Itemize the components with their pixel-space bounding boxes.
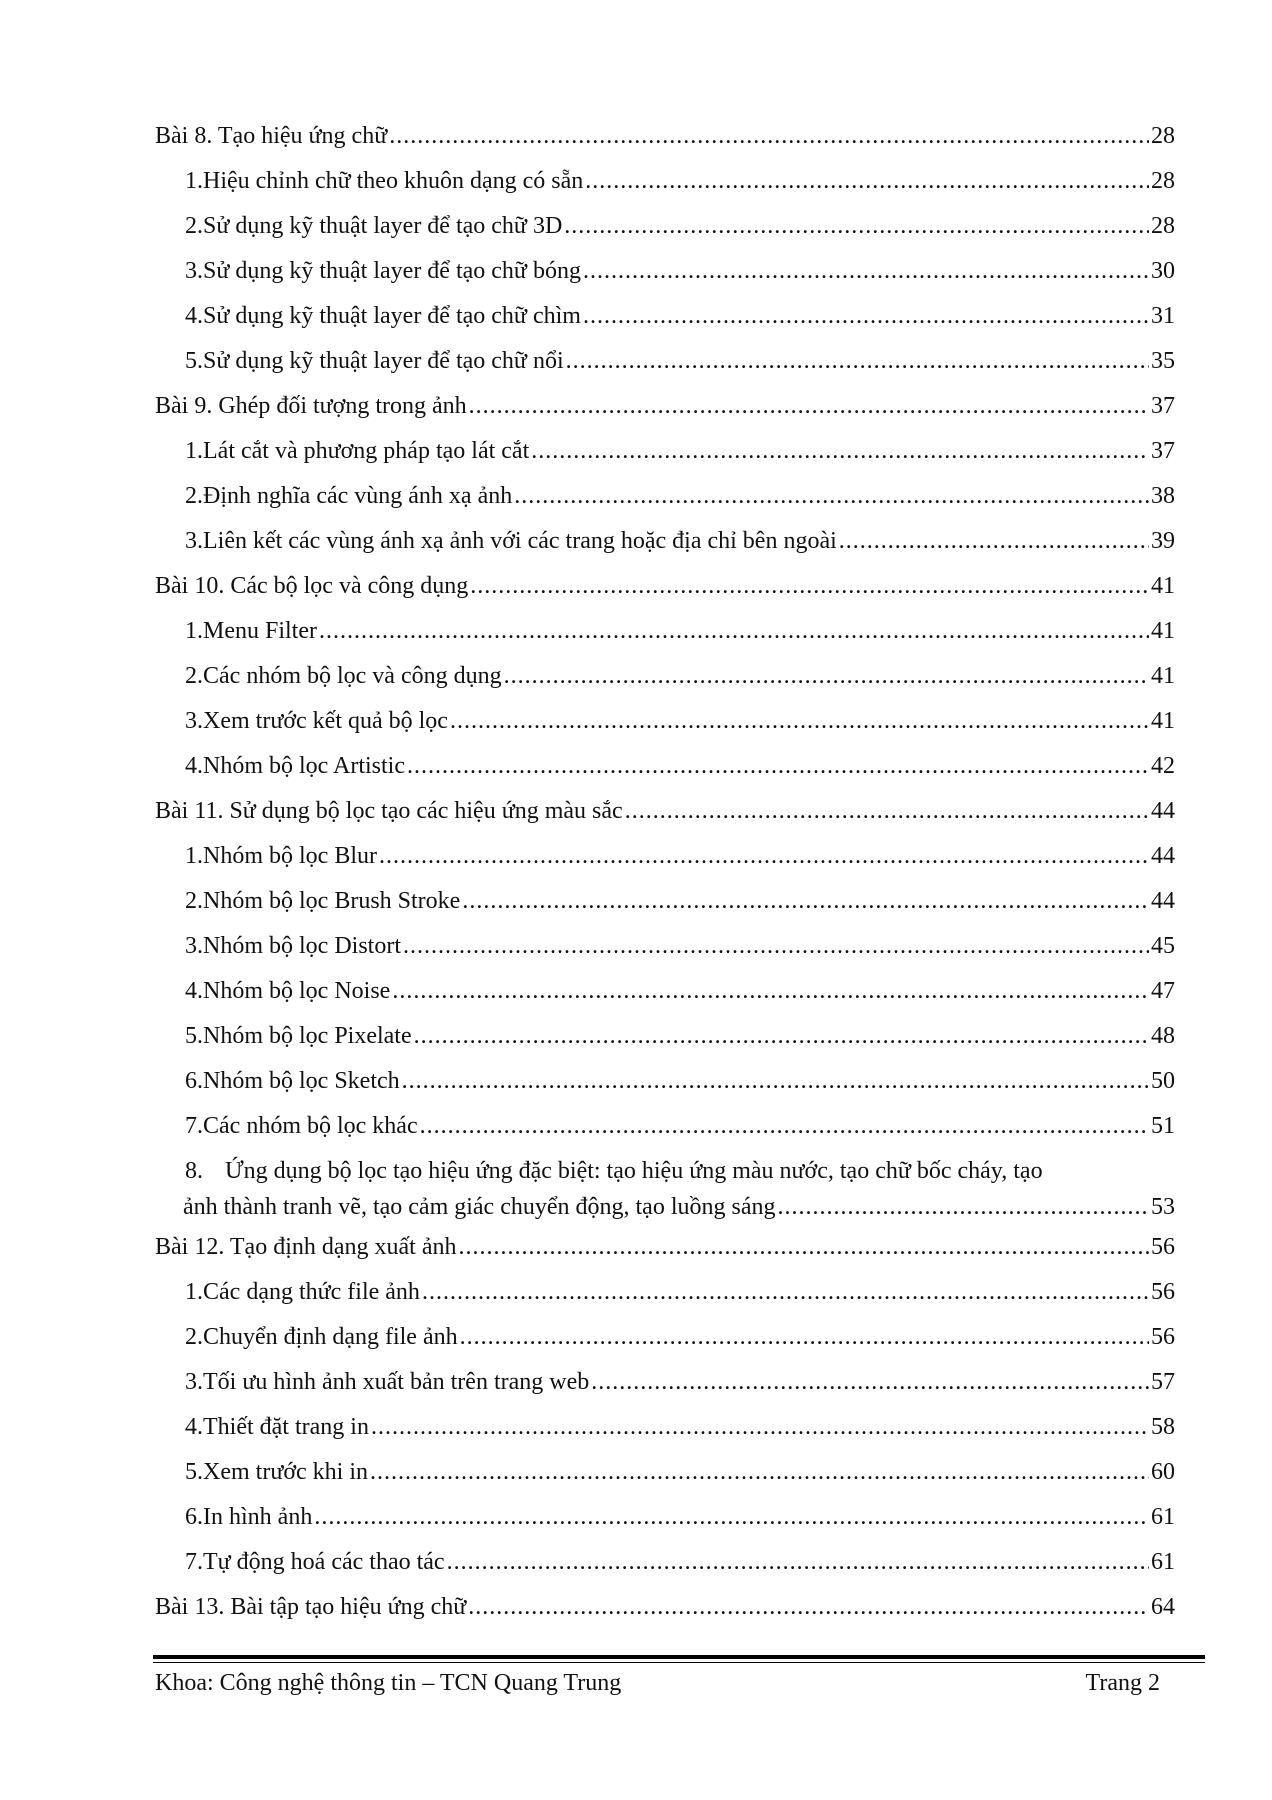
toc-entry-title: Bài 8. Tạo hiệu ứng chữ (155, 123, 388, 149)
toc-entry-item[interactable] (155, 707, 1175, 752)
toc-entry-number: 4. (185, 753, 203, 779)
toc-entry-title: Xem trước kết quả bộ lọc (203, 708, 448, 734)
toc-page-number: 44 (1151, 888, 1175, 914)
toc-leader-dots (469, 392, 1149, 420)
toc-leader-dots (531, 437, 1149, 465)
toc-leader-dots (314, 1503, 1149, 1531)
toc-entry-title: Menu Filter (203, 618, 317, 644)
toc-entry-lesson[interactable] (155, 1593, 1175, 1638)
toc-entry-title: Lát cắt và phương pháp tạo lát cắt (203, 438, 530, 464)
toc-entry-number: 1. (185, 168, 203, 194)
footer-page-number: Trang 2 (1085, 1670, 1160, 1696)
toc-leader-dots (564, 212, 1149, 240)
toc-entry-number: 5. (185, 1023, 203, 1049)
toc-entry-number: 1. (185, 618, 203, 644)
toc-entry-title: In hình ảnh (203, 1504, 313, 1530)
toc-page-number: 28 (1151, 168, 1175, 194)
toc-entry-item[interactable] (155, 1067, 1175, 1112)
toc-entry-title: Sử dụng kỹ thuật layer để tạo chữ bóng (203, 258, 581, 284)
toc-entry-title: Sử dụng kỹ thuật layer để tạo chữ 3D (203, 213, 563, 239)
toc-leader-dots (583, 257, 1149, 285)
toc-leader-dots (839, 527, 1149, 555)
toc-page-number: 53 (1151, 1194, 1175, 1220)
toc-entry-title: Các dạng thức file ảnh (203, 1279, 420, 1305)
page-footer (155, 1670, 1160, 1697)
toc-page-number: 56 (1151, 1324, 1175, 1350)
toc-entry-number: 1. (185, 1279, 203, 1305)
toc-leader-dots (625, 797, 1149, 825)
toc-entry-title: Các nhóm bộ lọc và công dụng (203, 663, 502, 689)
toc-page-number: 31 (1151, 303, 1175, 329)
toc-entry-item[interactable] (155, 437, 1175, 482)
toc-page-number: 56 (1151, 1234, 1175, 1260)
toc-leader-dots (370, 1458, 1149, 1486)
toc-leader-dots (459, 1233, 1150, 1261)
toc-entry-number: 5. (185, 348, 203, 374)
toc-page-number: 41 (1151, 708, 1175, 734)
toc-page-number: 35 (1151, 348, 1175, 374)
toc-entry-title-line2: ảnh thành tranh vẽ, tạo cảm giác chuyển động, tạo luồng sáng (183, 1194, 776, 1220)
toc-entry-number: 8. (185, 1158, 203, 1184)
toc-entry-lesson[interactable] (155, 572, 1175, 617)
toc-entry-lesson[interactable] (155, 1233, 1175, 1278)
toc-entry-title: Bài 10. Các bộ lọc và công dụng (155, 573, 469, 599)
toc-entry-item[interactable] (155, 347, 1175, 392)
toc-entry-number: 4. (185, 1414, 203, 1440)
toc-entry-number: 3. (185, 1369, 203, 1395)
toc-page-number: 38 (1151, 483, 1175, 509)
table-of-contents (155, 122, 1175, 1638)
toc-entry-title: Nhóm bộ lọc Blur (203, 843, 377, 869)
toc-entry-item[interactable] (155, 1112, 1175, 1157)
toc-entry-item[interactable] (155, 257, 1175, 302)
toc-page-number: 57 (1151, 1369, 1175, 1395)
toc-page-number: 58 (1151, 1414, 1175, 1440)
toc-leader-dots (504, 662, 1149, 690)
toc-entry-number: 4. (185, 978, 203, 1004)
toc-entry-title: Nhóm bộ lọc Brush Stroke (203, 888, 461, 914)
toc-page-number: 56 (1151, 1279, 1175, 1305)
toc-page-number: 44 (1151, 798, 1175, 824)
toc-page-number: 61 (1151, 1504, 1175, 1530)
toc-page-number: 44 (1151, 843, 1175, 869)
toc-entry-item[interactable] (155, 887, 1175, 932)
toc-entry-number: 2. (185, 213, 203, 239)
toc-entry-title: Nhóm bộ lọc Noise (203, 978, 391, 1004)
toc-page-number: 28 (1151, 213, 1175, 239)
toc-page-number: 28 (1151, 123, 1175, 149)
toc-leader-dots (585, 167, 1149, 195)
toc-page-number: 47 (1151, 978, 1175, 1004)
toc-page-number: 37 (1151, 393, 1175, 419)
toc-entry-title: Định nghĩa các vùng ánh xạ ảnh (203, 483, 513, 509)
toc-entry-title: Sử dụng kỹ thuật layer để tạo chữ nổi (203, 348, 564, 374)
toc-entry-title: Các nhóm bộ lọc khác (203, 1113, 418, 1139)
toc-entry-number: 5. (185, 1459, 203, 1485)
toc-leader-dots (470, 572, 1149, 600)
toc-entry-title: Bài 12. Tạo định dạng xuất ảnh (155, 1234, 457, 1260)
footer-department: Khoa: Công nghệ thông tin – TCN Quang Trung (155, 1670, 622, 1696)
toc-entry-item[interactable] (155, 932, 1175, 977)
toc-leader-dots (591, 1368, 1149, 1396)
toc-entry-title: Liên kết các vùng ánh xạ ảnh với các trang hoặc địa chỉ bên ngoài (203, 528, 837, 554)
toc-entry-item[interactable] (155, 1157, 1175, 1221)
toc-leader-dots (414, 1022, 1149, 1050)
toc-leader-dots (407, 752, 1149, 780)
toc-entry-lesson[interactable] (155, 122, 1175, 167)
toc-page-number: 50 (1151, 1068, 1175, 1094)
toc-entry-number: 3. (185, 528, 203, 554)
toc-leader-dots (468, 1593, 1149, 1621)
toc-leader-dots (392, 977, 1149, 1005)
toc-entry-number: 7. (185, 1549, 203, 1575)
toc-page-number: 42 (1151, 753, 1175, 779)
toc-entry-item[interactable] (155, 1458, 1175, 1503)
toc-entry-item[interactable] (155, 977, 1175, 1022)
toc-entry-title: Bài 13. Bài tập tạo hiệu ứng chữ (155, 1594, 467, 1620)
toc-leader-dots (422, 1278, 1149, 1306)
toc-entry-item[interactable] (155, 752, 1175, 797)
toc-entry-number: 1. (185, 843, 203, 869)
toc-page-number: 64 (1151, 1594, 1175, 1620)
toc-entry-item[interactable] (155, 617, 1175, 662)
toc-entry-number: 6. (185, 1504, 203, 1530)
toc-page-number: 41 (1151, 573, 1175, 599)
toc-entry-title: Bài 11. Sử dụng bộ lọc tạo các hiệu ứng màu sắc (155, 798, 623, 824)
toc-entry-number: 4. (185, 303, 203, 329)
toc-entry-item[interactable] (155, 1022, 1175, 1067)
toc-entry-number: 3. (185, 708, 203, 734)
toc-entry-item[interactable] (155, 167, 1175, 212)
toc-page-number: 39 (1151, 528, 1175, 554)
toc-entry-number: 2. (185, 888, 203, 914)
toc-leader-dots (420, 1112, 1149, 1140)
toc-leader-dots (450, 707, 1149, 735)
toc-entry-item[interactable] (155, 1548, 1175, 1593)
toc-entry-number: 6. (185, 1068, 203, 1094)
toc-entry-item[interactable] (155, 1278, 1175, 1323)
toc-leader-dots (371, 1413, 1149, 1441)
toc-leader-dots (460, 1323, 1149, 1351)
toc-page-number: 37 (1151, 438, 1175, 464)
toc-page-number: 41 (1151, 663, 1175, 689)
toc-leader-dots (514, 482, 1149, 510)
toc-entry-lesson[interactable] (155, 392, 1175, 437)
toc-page-number: 51 (1151, 1113, 1175, 1139)
toc-entry-item[interactable] (155, 302, 1175, 347)
toc-entry-title: Chuyển định dạng file ảnh (203, 1324, 458, 1350)
footer-rule (153, 1655, 1205, 1663)
toc-page-number: 30 (1151, 258, 1175, 284)
toc-page-number: 45 (1151, 933, 1175, 959)
toc-entry-number: 2. (185, 483, 203, 509)
toc-leader-dots (389, 122, 1149, 150)
toc-entry-item[interactable] (155, 1413, 1175, 1458)
toc-entry-number: 3. (185, 933, 203, 959)
toc-entry-title: Bài 9. Ghép đối tượng trong ảnh (155, 393, 467, 419)
toc-entry-number: 3. (185, 258, 203, 284)
toc-entry-item[interactable] (155, 842, 1175, 887)
toc-entry-item[interactable] (155, 527, 1175, 572)
toc-leader-dots (462, 887, 1149, 915)
toc-entry-title: Nhóm bộ lọc Pixelate (203, 1023, 412, 1049)
toc-page-number: 61 (1151, 1549, 1175, 1575)
toc-entry-title: Nhóm bộ lọc Artistic (203, 753, 405, 779)
toc-entry-title-line1: Ứng dụng bộ lọc tạo hiệu ứng đặc biệt: tạo hiệu ứng màu nước, tạo chữ bốc cháy, tạo (225, 1158, 1043, 1184)
toc-entry-lesson[interactable] (155, 797, 1175, 842)
toc-entry-title: Tự động hoá các thao tác (203, 1549, 445, 1575)
toc-entry-number: 2. (185, 663, 203, 689)
toc-leader-dots (566, 347, 1149, 375)
toc-leader-dots (583, 302, 1149, 330)
toc-entry-title: Tối ưu hình ảnh xuất bản trên trang web (203, 1369, 590, 1395)
toc-leader-dots (379, 842, 1149, 870)
toc-entry-number: 7. (185, 1113, 203, 1139)
toc-entry-item[interactable] (155, 212, 1175, 257)
toc-entry-item[interactable] (155, 1503, 1175, 1548)
toc-entry-title: Sử dụng kỹ thuật layer để tạo chữ chìm (203, 303, 581, 329)
toc-entry-number: 2. (185, 1324, 203, 1350)
toc-entry-item[interactable] (155, 662, 1175, 707)
toc-page-number: 41 (1151, 618, 1175, 644)
toc-entry-title: Xem trước khi in (203, 1459, 368, 1485)
toc-leader-dots (402, 1067, 1149, 1095)
toc-entry-title: Nhóm bộ lọc Distort (203, 933, 401, 959)
toc-entry-title: Thiết đặt trang in (203, 1414, 369, 1440)
toc-entry-item[interactable] (155, 482, 1175, 527)
toc-page-number: 48 (1151, 1023, 1175, 1049)
toc-leader-dots (778, 1193, 1150, 1221)
toc-entry-item[interactable] (155, 1323, 1175, 1368)
toc-page-number: 60 (1151, 1459, 1175, 1485)
toc-entry-title: Nhóm bộ lọc Sketch (203, 1068, 400, 1094)
toc-leader-dots (403, 932, 1149, 960)
toc-entry-title: Hiệu chỉnh chữ theo khuôn dạng có sẵn (203, 168, 584, 194)
toc-entry-item[interactable] (155, 1368, 1175, 1413)
toc-leader-dots (447, 1548, 1149, 1576)
toc-entry-number: 1. (185, 438, 203, 464)
toc-leader-dots (319, 617, 1149, 645)
